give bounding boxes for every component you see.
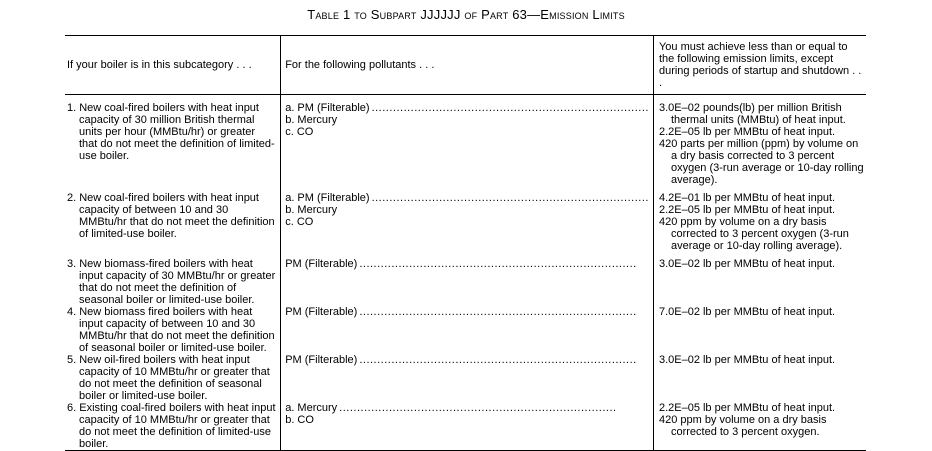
pollutant-item (285, 306, 649, 318)
pollutants-cell (281, 306, 654, 354)
limit-item: 3.0E–02 lb per MMBtu of heat input. (658, 354, 836, 366)
limit-item: 4.2E–01 lb per MMBtu of heat input. (658, 192, 836, 204)
limit-item: 420 ppm by volume on a dry basis corrected to 3 percent oxygen. (658, 414, 827, 438)
table-row (65, 354, 866, 402)
pollutants-cell (281, 192, 654, 258)
table-row (65, 192, 866, 258)
limits-cell (653, 354, 866, 402)
subcategory-cell (65, 402, 281, 451)
subcategory-text: 6. Existing coal-fired boilers with heat input capacity of 10 MMBtu/hr or greater that do not meet the definition of limited-use boiler. (67, 402, 276, 450)
pollutant-item (285, 204, 649, 216)
limit-item: 7.0E–02 lb per MMBtu of heat input. (658, 306, 836, 318)
pollutant-name: b. Mercury (285, 114, 338, 126)
title-part: of (464, 7, 478, 22)
pollutant-item (285, 192, 649, 204)
subcategory-text: 4. New biomass fired boilers with heat input capacity of between 10 and 30 MMBtu/hr that do not meet the definition of seasonal boiler or limited-use boiler. (67, 306, 275, 354)
table-row (65, 95, 866, 193)
dot-leader (339, 402, 649, 414)
subcategory-text: 1. New coal-fired boilers with heat input capacity of 30 million British thermal units per hour (MMBtu/hr) or greater that do not meet the definition of limited-use boiler. (67, 102, 275, 162)
title-lead: T (307, 7, 316, 22)
limits-cell (653, 258, 866, 306)
pollutant-item (285, 354, 649, 366)
dot-leader (359, 354, 649, 366)
pollutant-name: PM (Filterable) (285, 354, 358, 366)
pollutant-name: c. CO (285, 126, 314, 138)
subcategory-cell (65, 258, 281, 306)
subcategory-cell (65, 95, 281, 193)
limits-cell (653, 192, 866, 258)
title-part: Subpart (370, 7, 417, 22)
pollutant-name: a. Mercury (285, 402, 338, 414)
limit-item: 2.2E–05 lb per MMBtu of heat input. (658, 402, 836, 414)
pollutants-cell (281, 95, 654, 193)
pollutant-name: a. PM (Filterable) (285, 102, 370, 114)
dot-leader (359, 306, 649, 318)
emission-limits-table (65, 35, 866, 451)
subcategory-cell (65, 306, 281, 354)
title-part: imits (599, 7, 625, 22)
dot-leader (359, 258, 649, 270)
header-row (65, 36, 866, 95)
title-part: mission (549, 7, 589, 22)
title-part: Part (481, 7, 509, 22)
limits-cell (653, 402, 866, 451)
pollutant-item (285, 258, 649, 270)
title-part: 63—E (508, 7, 550, 22)
title-part: L (588, 7, 600, 22)
table-row (65, 306, 866, 354)
pollutant-name: PM (Filterable) (285, 258, 358, 270)
table-title (0, 7, 932, 22)
header-pollutants: For the following pollutants . . . (281, 36, 654, 95)
pollutant-name: a. PM (Filterable) (285, 192, 370, 204)
pollutant-item (285, 114, 649, 126)
header-limits: You must achieve less than or equal to the following emission limits, except during periods of startup and shutdown . . . (658, 41, 862, 89)
pollutants-cell (281, 258, 654, 306)
pollutants-cell (281, 402, 654, 451)
limit-item: 2.2E–05 lb per MMBtu of heat input. (658, 204, 836, 216)
subcategory-text: 3. New biomass-fired boilers with heat input capacity of 30 MMBtu/hr or greater that do not meet the definition of seasonal boiler or limited-use boiler. (67, 258, 276, 306)
pollutant-name: PM (Filterable) (285, 306, 358, 318)
dot-leader (372, 192, 649, 204)
pollutant-name: b. Mercury (285, 204, 338, 216)
table-row (65, 258, 866, 306)
subcategory-text: 5. New oil-fired boilers with heat input capacity of 10 MMBtu/hr or greater that do not meet the definition of seasonal boiler or limited-use boiler. (67, 354, 270, 402)
pollutant-item (285, 102, 649, 114)
limit-item: 3.0E–02 pounds(lb) per million British thermal units (MMBtu) of heat input. (658, 102, 846, 126)
pollutant-item (285, 126, 649, 138)
pollutant-name: b. CO (285, 414, 314, 426)
limits-cell (653, 95, 866, 193)
title-part: 1 (342, 7, 355, 22)
pollutant-item (285, 414, 649, 426)
limits-cell (653, 306, 866, 354)
pollutants-cell (281, 354, 654, 402)
limit-item: 3.0E–02 lb per MMBtu of heat input. (658, 258, 836, 270)
subcategory-text: 2. New coal-fired boilers with heat input capacity of between 10 and 30 MMBtu/hr that do not meet the definition of limited-use boiler. (67, 192, 275, 240)
pollutant-item (285, 216, 649, 228)
title-part: able (315, 7, 340, 22)
title-part: JJJJJJ (416, 7, 465, 22)
table-row (65, 402, 866, 451)
subcategory-cell (65, 354, 281, 402)
limit-item: 420 parts per million (ppm) by volume on a dry basis corrected to 3 percent oxygen (3-run average or 10-day rolling average). (658, 138, 864, 186)
header-subcategory: If your boiler is in this subcategory . . . (65, 36, 281, 95)
pollutant-item (285, 402, 649, 414)
title-part: to (354, 7, 367, 22)
dot-leader (372, 102, 649, 114)
limit-item: 2.2E–05 lb per MMBtu of heat input. (658, 126, 836, 138)
table-body (65, 95, 866, 451)
subcategory-cell (65, 192, 281, 258)
limit-item: 420 ppm by volume on a dry basis corrected to 3 percent oxygen (3-run average or 10-day rolling average). (658, 216, 849, 252)
pollutant-name: c. CO (285, 216, 314, 228)
